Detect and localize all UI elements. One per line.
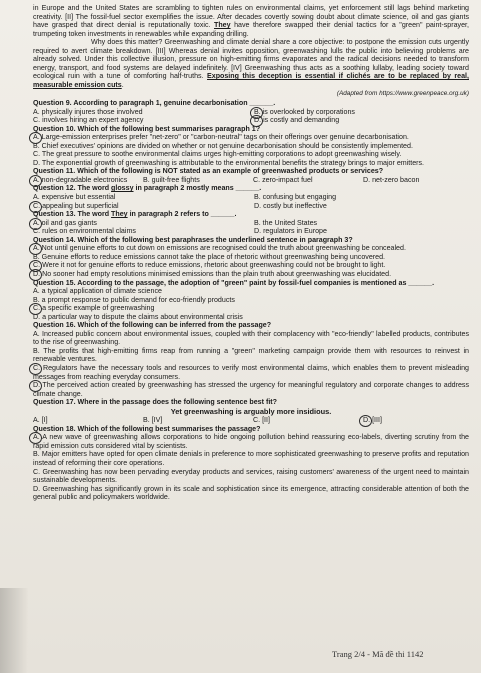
answer-option[interactable]: D. regulators in Europe	[254, 227, 327, 236]
question-14	[33, 236, 469, 279]
question-stem	[33, 321, 469, 330]
question-9	[33, 99, 469, 125]
question-15	[33, 279, 469, 322]
inserted-sentence: Yet greenwashing is arguably more insidious.	[170, 406, 332, 416]
question-10	[33, 125, 469, 168]
answer-option[interactable]: A. Not until genuine efforts to cut down on emissions are recognised could the truth about greenwashing be concealed.	[33, 244, 469, 253]
answer-option[interactable]: B. Major emitters have opted for open climate denials in preference to more sophisticated greenwashing to preserve profits and reputation instead of reforming their core operations.	[33, 450, 469, 467]
answer-option[interactable]: C. appealing but superficial	[33, 202, 248, 211]
question-label: Question 17.	[33, 398, 78, 407]
answer-option[interactable]: C. a specific example of greenwashing	[33, 304, 469, 313]
answer-option[interactable]: A. a typical application of climate science	[33, 287, 162, 296]
question-label: Question 9.	[33, 99, 74, 108]
options-group	[33, 133, 469, 167]
question-list	[33, 99, 469, 502]
page-footer: Trang 2/4 - Mã đề thi 1142	[332, 649, 424, 659]
highlighted-word: They	[111, 210, 128, 219]
question-stem	[33, 210, 469, 219]
underlined-word-they: They	[214, 21, 231, 30]
answer-option[interactable]: C. Regulators have the necessary tools and resources to verify most environmental claims, which enables them to prevent misleading messages from reaching everyday consumers.	[33, 364, 469, 381]
handwritten-circle-mark	[29, 269, 42, 281]
answer-option[interactable]: B. The profits that high-emitting firms reap from running a "green" marketing campaign provide them with resources to reinvest in renewable ventures.	[33, 346, 469, 364]
answer-option[interactable]: A. oil and gas giants	[33, 219, 248, 228]
underlined-sentence: Exposing this deception is essential if clichés are to be replaced by real, measurable emission cuts	[33, 72, 469, 89]
answer-option[interactable]: A. Large-emission enterprises prefer "net-zero" or "carbon-neutral" tags on their offerings over genuine decarbonisation.	[33, 133, 469, 142]
passage-text: Why does this matter? Greenwashing and climate denial share a core objective: to postpone the emission cuts urgently required to avert climate breakdown. [III] Whereas denial invites opposition, greenwashing lulls the public into believing problems are already solved. Under this collective illusion, pressure on high-emitting firms evaporates and the radical decisions needed to transform energy, transport, and food systems are delayed indefinitely. [IV] Greenwashing thus acts as a soothing lullaby, leading society toward ecological ruin with a tune of comforting half-truths.	[33, 38, 469, 81]
question-16	[33, 321, 469, 398]
options-group	[33, 416, 469, 425]
question-stem	[33, 279, 469, 288]
question-label: Question 18.	[33, 424, 78, 433]
question-17	[33, 398, 469, 425]
question-text: According to the passage, the adoption of "green" paint by fossil-fuel companies is mentioned as ______.	[77, 278, 435, 287]
passage-text: in Europe and the United States are scrambling to tighten rules on environmental claims, yet enforcement still lags behind marketing creativity. [II] The fossil-fuel sector exemplifies the issue. After decades covertly sowing doubt about climate science, oil and gas giants have grasped that direct denial is reputationally toxic.	[33, 4, 469, 30]
answer-option[interactable]: A. non-degradable electronics	[33, 176, 139, 185]
answer-option[interactable]: B. guilt-free flights	[143, 175, 200, 184]
question-13	[33, 210, 469, 236]
handwritten-circle-mark	[29, 201, 42, 213]
answer-option[interactable]: B. [IV]	[143, 416, 163, 425]
question-label: Question 16.	[33, 321, 78, 330]
answer-option[interactable]: A. [I]	[33, 416, 48, 425]
options-group	[33, 193, 469, 210]
handwritten-circle-mark	[29, 218, 42, 230]
question-text: The word	[77, 210, 112, 219]
question-stem	[33, 398, 469, 407]
answer-option[interactable]: B. a prompt response to public demand for eco-friendly products	[33, 295, 235, 304]
answer-option[interactable]: D. [III]	[363, 416, 469, 425]
question-12	[33, 184, 469, 210]
answer-option[interactable]: D. No sooner had empty resolutions minimised emissions than the plain truth about greenwashing was elucidated.	[33, 270, 469, 279]
question-label: Question 13.	[33, 210, 78, 219]
answer-option[interactable]: B. is overlooked by corporations	[254, 108, 469, 117]
answer-option[interactable]: A. physically injures those involved	[33, 107, 143, 116]
question-text: Which of the following best summarises the passage?	[77, 424, 261, 433]
options-group	[33, 108, 469, 125]
handwritten-circle-mark	[29, 380, 42, 392]
answer-option[interactable]: A. A new wave of greenwashing allows corporations to hide ongoing pollution behind reassuring eco-labels, diverting scrutiny from the rapid emission cuts considered vital by scientists.	[33, 433, 469, 450]
handwritten-circle-mark	[29, 363, 42, 375]
question-stem	[33, 425, 469, 434]
answer-option[interactable]: C. rules on environmental claims	[33, 227, 136, 236]
question-text: Which of the following best summarises paragraph 1?	[77, 124, 261, 133]
answer-option[interactable]: B. Chief executives' opinions are divided on whether or not genuine decarbonisation should be consistently implemented.	[33, 141, 413, 150]
question-label: Question 11.	[33, 167, 78, 176]
passage-paragraph-1	[33, 4, 469, 38]
question-text: The word	[77, 184, 112, 193]
question-stem	[33, 125, 469, 134]
question-text: Where in the passage does the following sentence best fit?	[77, 398, 277, 407]
question-text: in paragraph 2 mostly means ______.	[133, 184, 262, 193]
answer-option[interactable]: C. Greenwashing has now been pervading everyday products and services, raising customers' awareness of the urgent need to maintain sustainable developments.	[33, 467, 469, 485]
question-text: in paragraph 2 refers to ______.	[127, 210, 237, 219]
answer-option[interactable]: C. zero-impact fuel	[253, 175, 313, 184]
answer-option[interactable]: B. Genuine efforts to reduce emissions cannot take the place of rhetoric without greenwashing being uncovered.	[33, 252, 386, 261]
question-11	[33, 167, 469, 184]
answer-option[interactable]: C. [II]	[253, 416, 270, 425]
answer-option[interactable]: B. confusing but engaging	[254, 193, 337, 202]
question-text: Which of the following is NOT stated as an example of greenwashed products or services?	[77, 167, 384, 176]
answer-option[interactable]: D. is costly and demanding	[254, 116, 469, 125]
exam-content	[33, 4, 469, 502]
question-label: Question 10.	[33, 124, 78, 133]
answer-option[interactable]: A. expensive but essential	[33, 193, 116, 202]
handwritten-circle-mark	[29, 432, 42, 444]
question-text: According to paragraph 1, genuine decarbonisation ______.	[73, 99, 276, 108]
passage-paragraph-2: Why does this matter? Greenwashing and climate denial share a core objective: to postpone the emission cuts urgently required to avert climate breakdown. [III] Whereas denial invites opposition, greenwashing lulls the public into believing problems are already solved. Under this collective illusion, pressure on high-emitting firms evaporates and the radical decisions needed to transform energy, transport, and food systems are delayed indefinitely. [IV] Greenwashing thus acts as a soothing lullaby, leading society toward ecological ruin with a tune of comforting half-truths. Exposing this deception is essential if clichés are to be replaced by real, measurable emission cuts.	[33, 38, 469, 89]
answer-option[interactable]: A. Increased public concern about environmental issues, coupled with their complacency with "eco-friendly" labelled products, contributes to the rise of greenwashing.	[33, 329, 469, 347]
question-label: Question 15.	[33, 278, 78, 287]
answer-option[interactable]: D. net-zero bacon	[363, 175, 420, 184]
options-group	[33, 433, 469, 501]
options-group	[33, 244, 469, 278]
question-label: Question 12.	[33, 184, 78, 193]
answer-option[interactable]: D. The perceived action created by greenwashing has stressed the urgency for meaningful regulatory and corporate changes to address climate change.	[33, 381, 469, 398]
answer-option[interactable]: C. involves hiring an expert agency	[33, 116, 144, 125]
options-group	[33, 287, 469, 321]
handwritten-circle-mark	[29, 175, 42, 187]
passage-text: have therefore swapped their denial tactics for a "green" paint-sprayer, trumpeting token investments in renewables while expanding drilling.	[33, 21, 469, 38]
passage-source: (Adapted from https://www.greenpeace.org.uk)	[336, 90, 469, 98]
question-18	[33, 425, 469, 502]
question-stem	[33, 236, 469, 245]
question-text: Which of the following best paraphrases the underlined sentence in paragraph 3?	[77, 235, 353, 244]
options-group	[33, 176, 469, 185]
question-stem	[33, 184, 469, 193]
page-shadow	[0, 588, 28, 673]
answer-option[interactable]: D. The exponential growth of greenwashing is attributable to the environmental benefits the strategy brings to major emitters.	[33, 158, 425, 167]
answer-option[interactable]: D. costly but ineffective	[254, 201, 327, 210]
highlighted-word: glossy	[111, 184, 134, 193]
options-group	[33, 219, 469, 236]
answer-option[interactable]: B. the United States	[254, 218, 318, 227]
question-label: Question 14.	[33, 235, 78, 244]
question-stem	[33, 167, 469, 176]
answer-option[interactable]: C. The great pressure to soothe environmental claims urges high-emitting corporations to adopt greenwashing wisely.	[33, 150, 402, 159]
answer-option[interactable]: D. Greenwashing has significantly grown in its scale and sophistication since its emergence, attracting considerable attention of both the general public and policymakers worldwide.	[33, 484, 469, 502]
question-text: Which of the following can be inferred from the passage?	[77, 321, 272, 330]
question-stem	[33, 99, 469, 108]
options-group	[33, 330, 469, 398]
answer-option[interactable]: D. a particular way to dispute the claims about environmental crisis	[33, 312, 243, 321]
answer-option[interactable]: C. Were it not for genuine efforts to reduce emissions, rhetoric about greenwashing could not be brought to light.	[33, 261, 469, 270]
